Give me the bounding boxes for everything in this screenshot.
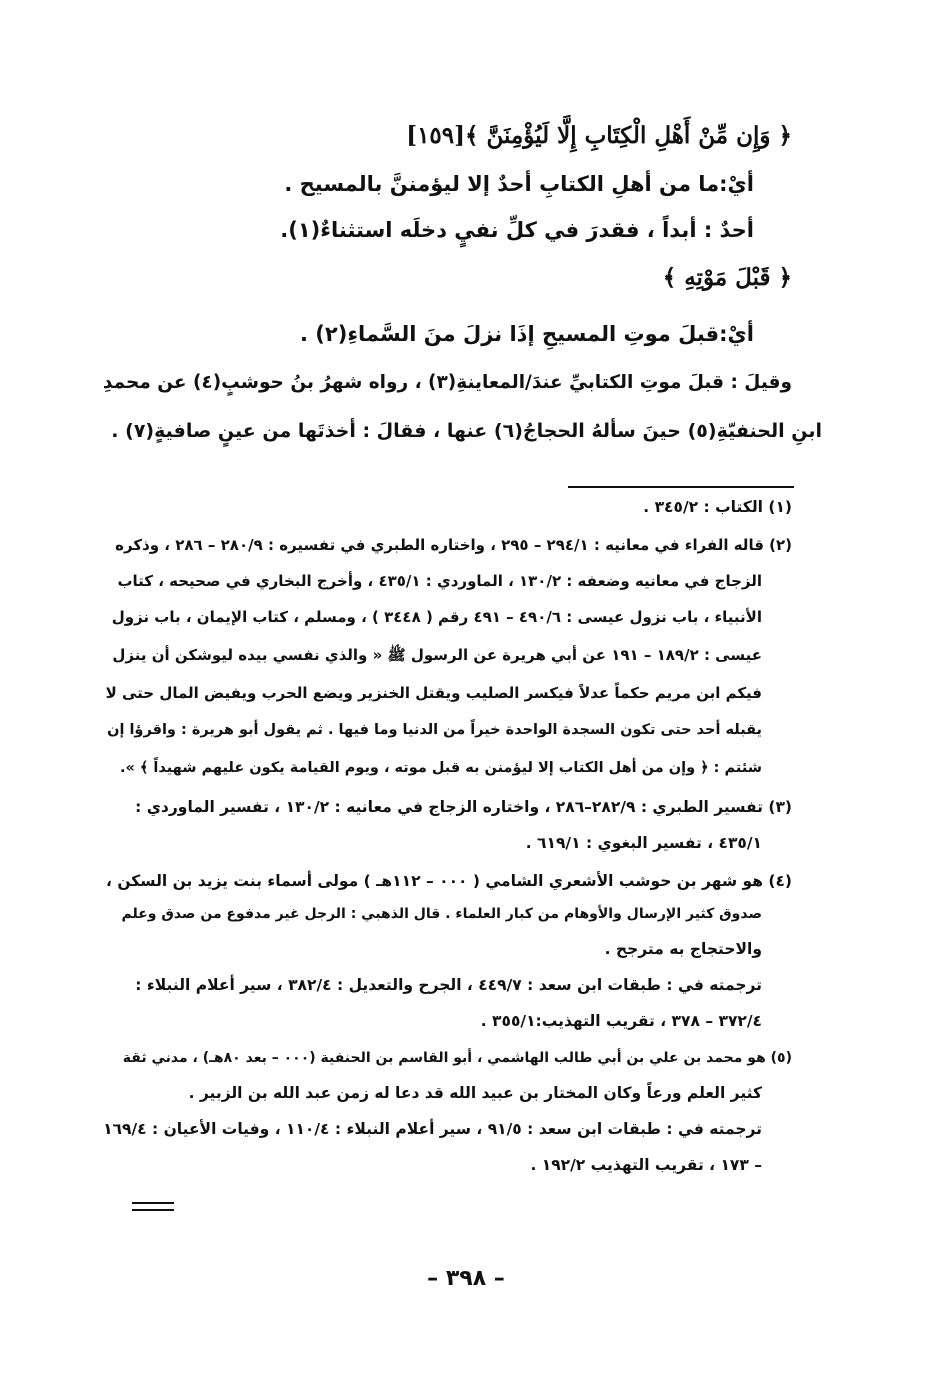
main-line-5: أيْ:قبلَ موتِ المسيحِ إذَا نزلَ منَ السَّماءِ(٢) . bbox=[300, 322, 754, 346]
footnote-2-line-5: فيكم ابن مريم حكماً عدلاً فيكسر الصليب ويقتل الخنزير ويضع الحرب ويفيض المال حتى لا bbox=[105, 684, 762, 702]
main-line-3: أحدٌ : أبداً ، فقدرَ في كلِّ نفيٍ دخلَه استثناءٌ(١). bbox=[280, 218, 754, 242]
footnote-3-line-2: ٤٣٥/١ ، تفسير البغوي : ٦١٩/١ . bbox=[525, 834, 762, 852]
footnote-2-line-4: عيسى : ١٨٩/٢ – ١٩١ عن أبي هريرة عن الرسول ﷺ « والذي نفسي بيده ليوشكن أن ينزل bbox=[112, 646, 762, 664]
footnote-4-line-4: ترجمته في : طبقات ابن سعد : ٤٤٩/٧ ، الجرح والتعديل : ٣٨٢/٤ ، سير أعلام النبلاء : bbox=[135, 976, 762, 994]
main-line-6: وقيلَ : قبلَ موتِ الكتابيِّ عندَ/المعاينةِ(٣) ، رواه شهرُ بنُ حوشبٍ(٤) عن محمدِ bbox=[102, 372, 792, 393]
footnote-2-line-1: (٢) قاله الفراء في معانيه : ٢٩٤/١ – ٢٩٥ ، واختاره الطبري في تفسيره : ٢٨٠/٩ – ٢٨٦ ، وذكره bbox=[115, 536, 792, 554]
footnote-3-line-1: (٣) تفسير الطبري : ٢٨٢/٩–٢٨٦ ، واختاره الزجاج في معانيه : ١٣٠/٢ ، تفسير الماوردي : bbox=[135, 798, 792, 816]
footnote-4-line-5: ٣٧٢/٤ – ٣٧٨ ، تقريب التهذيب:٣٥٥/١ . bbox=[480, 1012, 762, 1030]
main-line-2: أيْ:ما من أهلِ الكتابِ أحدٌ إلا ليؤمننَّ بالمسيح . bbox=[284, 172, 754, 196]
footnote-5-line-1: (٥) هو محمد بن علي بن أبي طالب الهاشمي ، أبو القاسم بن الحنفية (٠٠٠ – بعد ٨٠هـ) ، مدني ثقة bbox=[122, 1050, 792, 1066]
footnote-4-line-3: والاحتجاج به مترجح . bbox=[604, 940, 762, 958]
footnote-4-line-1: (٤) هو شهر بن حوشب الأشعري الشامي ( ٠٠٠ – ١١٢هـ ) مولى أسماء بنت يزيد بن السكن ، bbox=[106, 872, 792, 890]
footnote-1: (١) الكتاب : ٣٤٥/٢ . bbox=[643, 498, 792, 516]
page-number: – ٣٩٨ – bbox=[427, 1266, 505, 1291]
verse-qabla-mawtihi: ﴿ قَبْلَ مَوْتِهِ ﴾ bbox=[662, 264, 792, 291]
verse-159: ﴿ وَإِن مِّنْ أَهْلِ الْكِتَابِ إِلَّا لَيُؤْمِنَنَّ ﴾[١٥٩] bbox=[406, 122, 792, 149]
main-line-7: ابنِ الحنفيّةِ(٥) حينَ سألهُ الحجاجُ(٦) عنها ، فقالَ : أخذتَها من عينٍ صافيةٍ(٧) . bbox=[111, 420, 822, 442]
footnote-5-line-4: – ١٧٣ ، تقريب التهذيب ١٩٢/٢ . bbox=[530, 1156, 762, 1174]
footnote-2-line-7: شئتم : ﴿ وإن من أهل الكتاب إلا ليؤمنن به قبل موته ، ويوم القيامة يكون عليهم شهيداً ﴾ ». bbox=[119, 760, 762, 776]
footnote-2-line-2: الزجاج في معانيه وضعفه : ١٣٠/٢ ، الماوردي : ٤٣٥/١ ، وأخرج البخاري في صحيحه ، كتاب bbox=[117, 572, 762, 590]
footnote-5-line-3: ترجمته في : طبقات ابن سعد : ٩١/٥ ، سير أعلام النبلاء : ١١٠/٤ ، وفيات الأعيان : ١٦٩/٤ bbox=[103, 1120, 762, 1138]
footnote-separator bbox=[568, 486, 794, 488]
footnote-4-line-2: صدوق كثير الإرسال والأوهام من كبار العلماء . قال الذهبي : الرجل غير مدفوع من صدق وعلم bbox=[121, 906, 762, 922]
end-of-footnotes-mark bbox=[132, 1202, 174, 1211]
footnote-2-line-6: يقبله أحد حتى تكون السجدة الواحدة خيراً من الدنيا وما فيها . ثم يقول أبو هريرة : واقرؤا إن bbox=[107, 722, 762, 738]
footnote-2-line-3: الأنبياء ، باب نزول عيسى : ٤٩٠/٦ – ٤٩١ رقم ( ٣٤٤٨ ) ، ومسلم ، كتاب الإيمان ، باب نزول bbox=[111, 608, 762, 626]
footnote-5-line-2: كثير العلم ورعاً وكان المختار بن عبيد الله قد دعا له زمن عبد الله بن الزبير . bbox=[188, 1084, 762, 1102]
